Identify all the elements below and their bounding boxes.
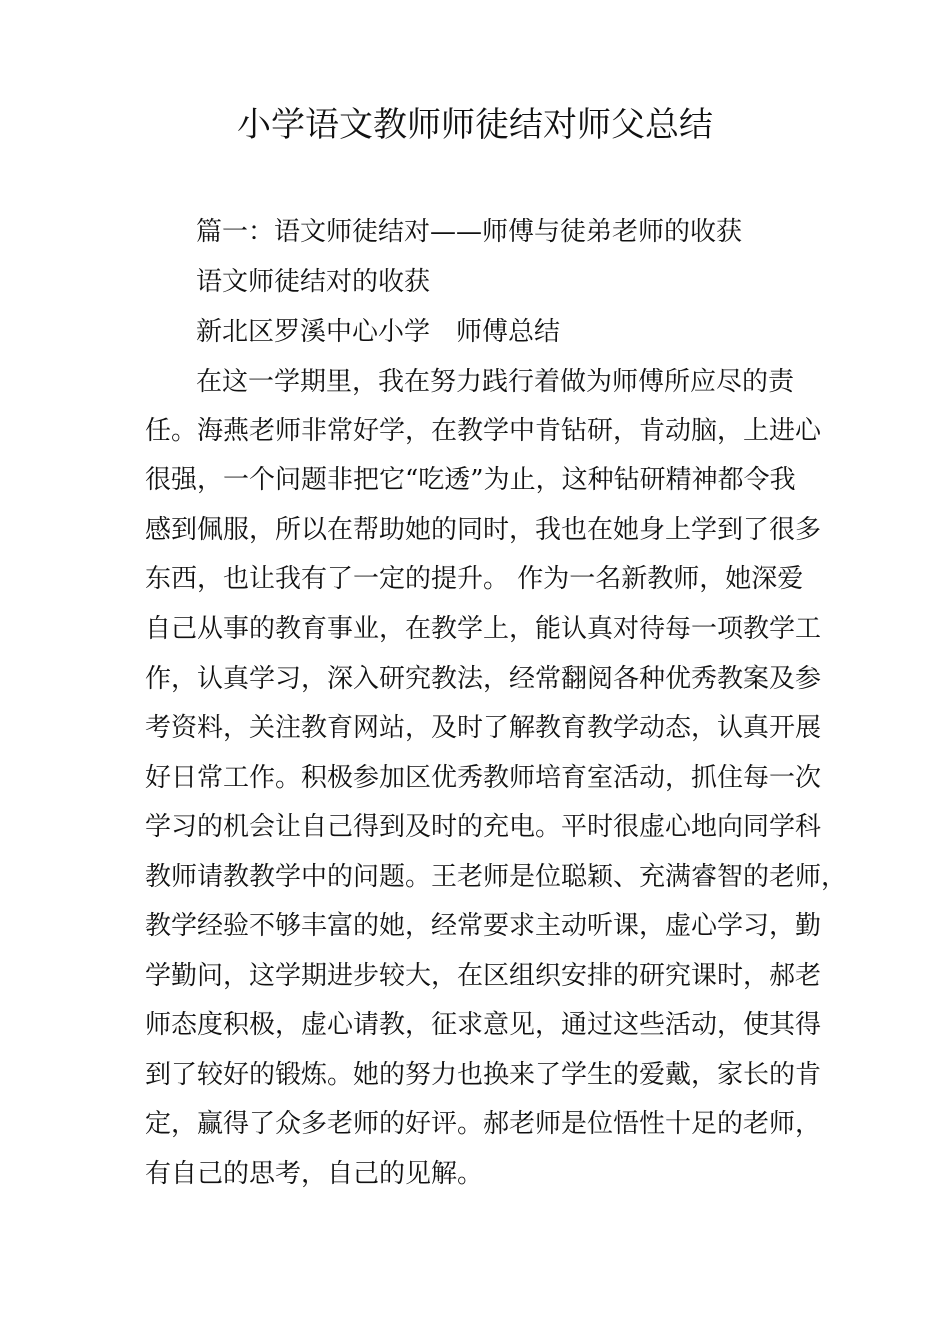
- body-line: 教学经验不够丰富的她，经常要求主动听课，虚心学习，勤: [145, 911, 822, 941]
- body-line: 定，赢得了众多老师的好评。郝老师是位悟性十足的老师，: [145, 1109, 822, 1139]
- author-line: 新北区罗溪中心小学 师傅总结: [196, 317, 561, 347]
- body-line: 教师请教教学中的问题。王老师是位聪颖、充满睿智的老师，: [145, 862, 848, 892]
- body-line: 作，认真学习，深入研究教法，经常翻阅各种优秀教案及参: [145, 664, 822, 694]
- body-line: 自己从事的教育事业，在教学上，能认真对待每一项教学工: [145, 614, 822, 644]
- body-line: 师态度积极，虚心请教，征求意见，通过这些活动，使其得: [145, 1010, 822, 1040]
- section-heading: 篇一：语文师徒结对——师傅与徒弟老师的收获: [196, 217, 743, 247]
- body-line: 学勤问，这学期进步较大，在区组织安排的研究课时，郝老: [145, 961, 822, 991]
- body-line: 任。海燕老师非常好学，在教学中肯钻研，肯动脑，上进心: [145, 416, 822, 446]
- body-line: 考资料，关注教育网站，及时了解教育教学动态，认真开展: [145, 713, 822, 743]
- body-line: 东西，也让我有了一定的提升。 作为一名新教师，她深爱: [145, 564, 804, 594]
- subheading: 语文师徒结对的收获: [196, 267, 431, 297]
- body-line: 学习的机会让自己得到及时的充电。平时很虚心地向同学科: [145, 812, 822, 842]
- body-line: 感到佩服，所以在帮助她的同时，我也在她身上学到了很多: [145, 515, 822, 545]
- body-line: 有自己的思考，自己的见解。: [145, 1159, 484, 1189]
- body-line: 好日常工作。积极参加区优秀教师培育室活动，抓住每一次: [145, 763, 822, 793]
- document-title: 小学语文教师师徒结对师父总结: [237, 105, 713, 145]
- body-line: 到了较好的锻炼。她的努力也换来了学生的爱戴，家长的肯: [145, 1060, 822, 1090]
- body-line: 在这一学期里，我在努力践行着做为师傅所应尽的责: [196, 367, 795, 397]
- body-line: 很强，一个问题非把它“吃透”为止，这种钻研精神都令我: [145, 465, 796, 495]
